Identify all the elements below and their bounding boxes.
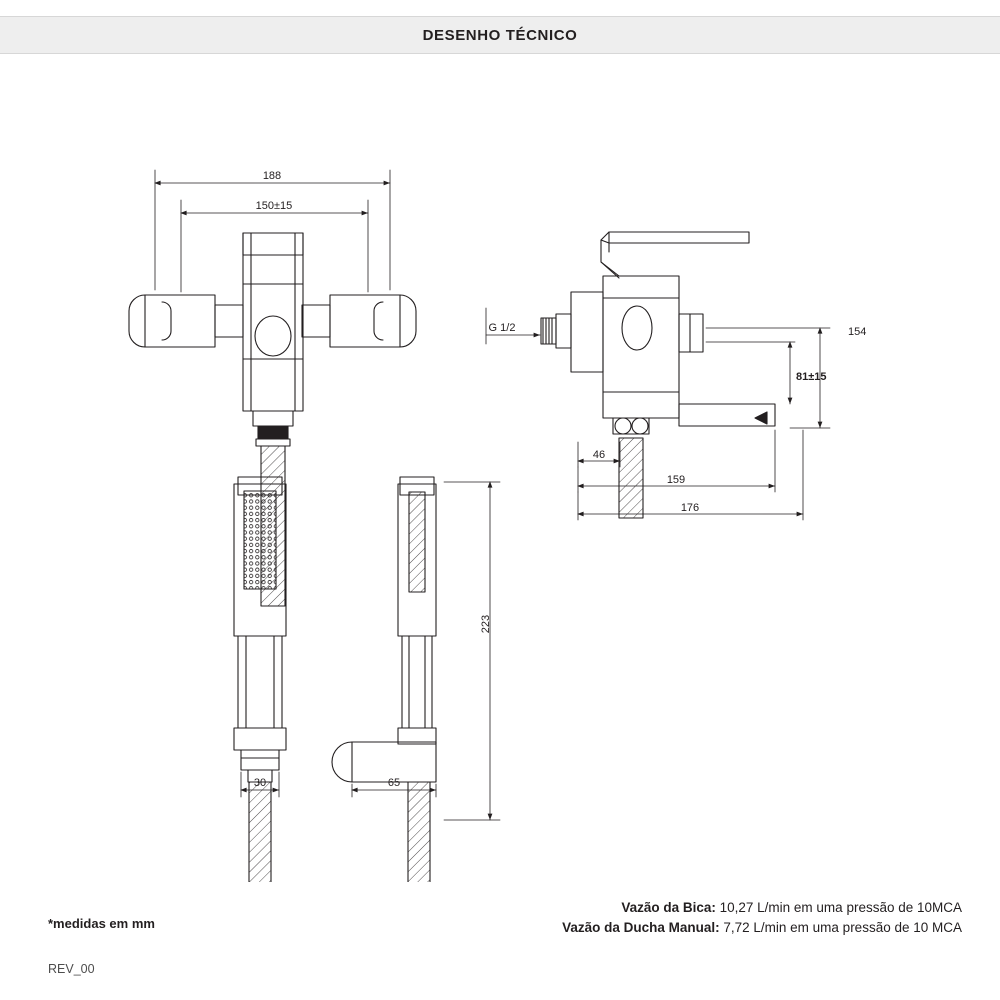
flow-rates xyxy=(562,898,962,938)
flow-rate-spout xyxy=(562,898,962,918)
dimension-label-154: 154 xyxy=(848,326,867,338)
hand-shower-side-geometry xyxy=(332,477,436,882)
flow-rate-spout-value: 10,27 L/min em uma pressão de 10MCA xyxy=(715,900,962,915)
flow-rate-shower xyxy=(562,918,962,938)
page-title: DESENHO TÉCNICO xyxy=(422,26,578,44)
dimension-label-81: 81±15 xyxy=(796,371,827,383)
front-view-dimensions xyxy=(155,170,390,292)
dimension-label-65: 65 xyxy=(387,777,401,789)
dimension-label-g12: G 1/2 xyxy=(488,322,516,334)
side-view-dimensions xyxy=(486,308,830,520)
measure-note: *medidas em mm xyxy=(48,916,155,931)
technical-drawing-canvas xyxy=(0,52,1000,882)
flow-rate-shower-label: Vazão da Ducha Manual: xyxy=(562,920,720,935)
revision-label: REV_00 xyxy=(48,962,95,976)
dimension-label-188: 188 xyxy=(262,170,282,182)
flow-rate-spout-label: Vazão da Bica: xyxy=(621,900,716,915)
dimension-label-159: 159 xyxy=(666,474,686,486)
side-view-geometry xyxy=(541,232,775,518)
dimension-label-30: 30 xyxy=(253,777,267,789)
dimension-label-223: 223 xyxy=(480,614,492,634)
header-bar xyxy=(0,16,1000,54)
dimension-label-150: 150±15 xyxy=(255,200,293,212)
flow-rate-shower-value: 7,72 L/min em uma pressão de 10 MCA xyxy=(719,920,962,935)
dimension-label-46: 46 xyxy=(592,449,606,461)
dimension-label-176: 176 xyxy=(680,502,700,514)
